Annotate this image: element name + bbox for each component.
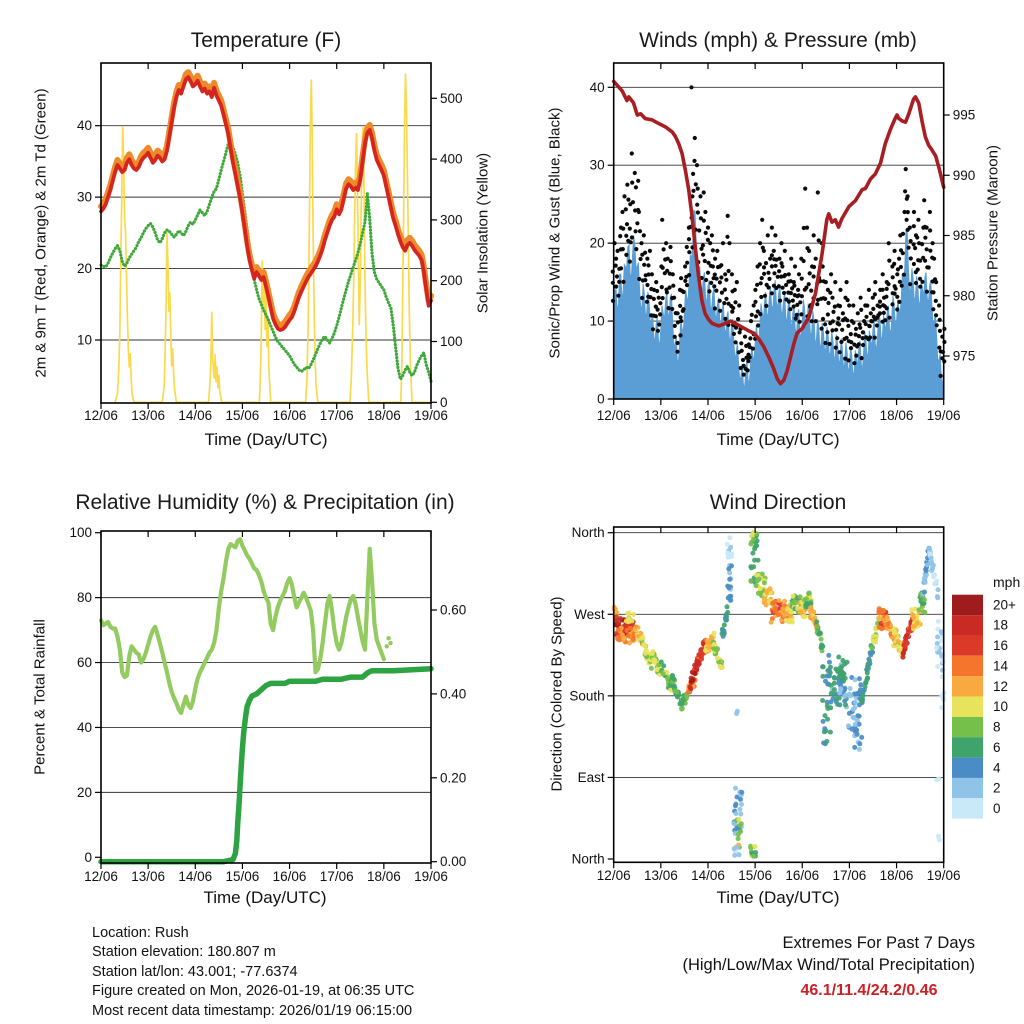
svg-text:15/06: 15/06 [225,869,260,884]
svg-text:300: 300 [440,212,463,228]
svg-text:20: 20 [76,261,92,277]
panel-title-winds: Winds (mph) & Pressure (mb) [639,29,917,52]
svg-text:14: 14 [993,658,1009,674]
footer-latlon: Station lat/lon: 43.001; -77.6374 [92,963,298,980]
ylabel-temperature-left: 2m & 9m T (Red, Orange) & 2m Td (Green) [32,88,50,378]
svg-text:995: 995 [952,107,976,123]
svg-text:13/06: 13/06 [131,869,166,884]
svg-text:14/06: 14/06 [691,868,725,883]
svg-text:80: 80 [76,590,92,606]
svg-text:20: 20 [76,784,92,800]
footer-created: Figure created on Mon, 2026-01-19, at 06:35 UTC [92,983,415,1000]
xlabel-winds: Time (Day/UTC) [716,430,840,449]
svg-text:North: North [571,525,605,541]
svg-text:980: 980 [952,288,976,304]
svg-text:14/06: 14/06 [178,408,213,423]
svg-text:0: 0 [440,394,448,410]
ylabel-pressure-right: Station Pressure (Maroon) [984,145,1002,321]
svg-text:400: 400 [440,151,463,167]
svg-text:20+: 20+ [993,597,1016,613]
svg-text:13/06: 13/06 [643,408,678,423]
svg-text:975: 975 [952,348,976,364]
svg-text:6: 6 [993,739,1001,755]
panel-wind-direction [569,525,960,883]
svg-text:15/06: 15/06 [738,868,773,883]
svg-text:19/06: 19/06 [926,408,961,423]
footer-timestamp: Most recent data timestamp: 2026/01/19 06:15:00 [92,1002,413,1019]
svg-text:200: 200 [440,273,463,289]
svg-text:16/06: 16/06 [272,869,307,884]
series-td-dewpoint [101,141,431,381]
svg-text:17/06: 17/06 [832,408,867,423]
station-info-block [92,924,414,1021]
ylabel-solar-right: Solar Insolation (Yellow) [474,152,492,314]
svg-text:13/06: 13/06 [643,868,678,883]
panel-title-humidity: Relative Humidity (%) & Precipitation (in) [75,491,455,514]
svg-text:10: 10 [993,699,1009,715]
svg-text:10: 10 [589,313,605,329]
colorbar-unit-label: mph [993,574,1021,590]
panel-winds-pressure [590,63,976,423]
extremes-values: 46.1/11.4/24.2/0.46 [800,982,938,999]
svg-text:18/06: 18/06 [366,869,401,884]
svg-text:30: 30 [589,157,605,173]
svg-text:40: 40 [76,118,92,134]
svg-text:17/06: 17/06 [319,869,354,884]
svg-text:16/06: 16/06 [272,408,307,423]
svg-text:14/06: 14/06 [691,408,725,423]
ylabel-direction-left: Direction (Colored By Speed) [548,596,566,792]
svg-text:0: 0 [993,801,1001,816]
svg-text:100: 100 [69,525,92,541]
svg-text:12: 12 [993,678,1009,694]
svg-text:15/06: 15/06 [225,408,260,423]
svg-text:16/06: 16/06 [785,408,820,423]
svg-text:14/06: 14/06 [178,869,213,884]
svg-text:15/06: 15/06 [738,408,773,423]
xlabel-temperature: Time (Day/UTC) [204,430,328,449]
panel-humidity-precip [69,525,466,884]
svg-text:4: 4 [993,760,1001,776]
svg-text:South: South [569,688,605,704]
xlabel-wind-direction: Time (Day/UTC) [716,888,840,907]
svg-text:985: 985 [952,228,976,243]
footer-elevation: Station elevation: 180.807 m [92,944,276,961]
svg-text:East: East [577,769,605,785]
svg-text:17/06: 17/06 [319,408,354,423]
svg-text:19/06: 19/06 [414,408,448,423]
wind-speed-colorbar [952,574,1020,819]
svg-text:8: 8 [993,719,1001,735]
svg-text:West: West [574,606,605,622]
panel-title-wind-direction: Wind Direction [709,491,847,514]
ylabel-wind-left: Sonic/Prop Wind & Gust (Blue, Black) [546,107,564,359]
svg-text:13/06: 13/06 [131,408,166,423]
svg-text:40: 40 [589,79,605,95]
svg-text:16: 16 [993,638,1009,654]
svg-text:20: 20 [589,235,605,251]
ylabel-humidity-left: Percent & Total Rainfall [31,619,49,775]
svg-text:0.60: 0.60 [440,602,467,618]
svg-text:0.00: 0.00 [440,854,467,870]
svg-text:12/06: 12/06 [84,408,118,423]
svg-text:12/06: 12/06 [84,869,118,884]
svg-text:30: 30 [76,189,92,205]
svg-text:18/06: 18/06 [879,868,914,883]
extremes-subtitle: (High/Low/Max Wind/Total Precipitation) [682,956,975,974]
series-precip [101,669,431,862]
svg-text:500: 500 [440,90,463,106]
svg-text:10: 10 [76,332,92,348]
svg-text:0: 0 [597,391,605,407]
svg-text:0.40: 0.40 [440,686,467,702]
svg-text:North: North [571,851,605,867]
svg-text:60: 60 [76,655,92,671]
svg-text:12/06: 12/06 [596,408,631,423]
svg-text:17/06: 17/06 [832,868,867,883]
svg-text:2: 2 [993,780,1001,796]
svg-text:12/06: 12/06 [596,868,631,883]
panel-temperature [77,63,463,423]
svg-text:18/06: 18/06 [879,408,914,423]
xlabel-humidity: Time (Day/UTC) [203,888,327,907]
footer-location: Location: Rush [92,925,189,941]
series-rh [101,539,384,713]
svg-text:990: 990 [952,167,976,183]
gust-outlier-dot [689,85,693,89]
svg-text:19/06: 19/06 [926,868,961,883]
svg-text:19/06: 19/06 [414,869,448,884]
panel-title-temperature: Temperature (F) [190,29,342,52]
svg-text:40: 40 [76,719,92,735]
svg-text:16/06: 16/06 [785,868,820,883]
wind-direction-dots [612,530,947,859]
extremes-title: Extremes For Past 7 Days [782,934,975,952]
svg-text:0.20: 0.20 [440,770,467,786]
svg-text:100: 100 [440,334,463,349]
svg-text:18/06: 18/06 [366,408,401,423]
series-t2m [101,77,431,330]
svg-text:18: 18 [993,617,1009,633]
svg-text:0: 0 [84,849,92,865]
